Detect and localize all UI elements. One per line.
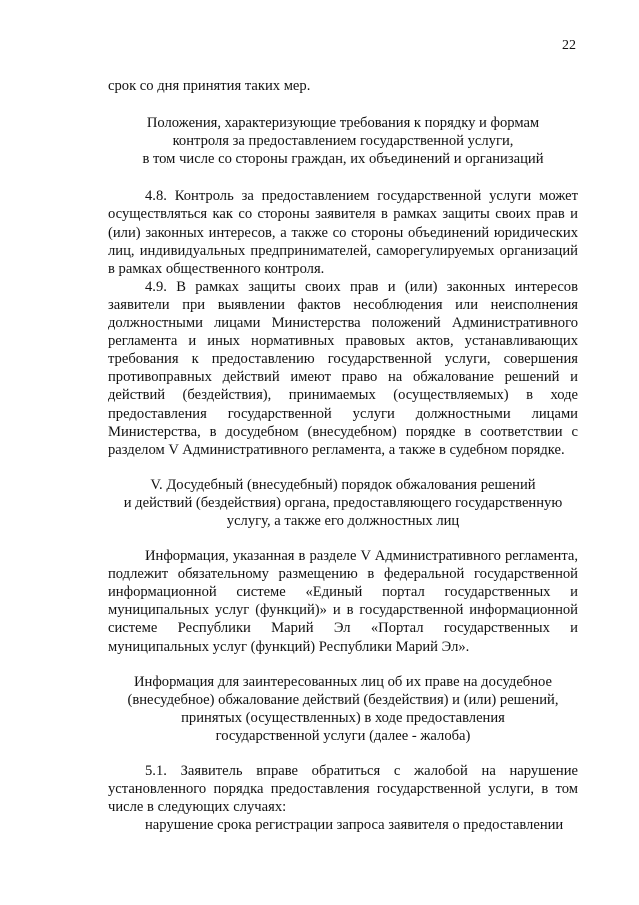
page-number: 22 bbox=[562, 38, 576, 53]
heading-line: (внесудебное) обжалование действий (бездействия) и (или) решений, bbox=[127, 691, 559, 708]
heading-line: Положения, характеризующие требования к порядку и формам bbox=[146, 115, 540, 132]
heading-line: V. Досудебный (внесудебный) порядок обжалования решений bbox=[150, 476, 536, 493]
heading-line: и действий (бездействия) органа, предоставляющего государственную bbox=[123, 494, 563, 511]
heading-line: услугу, а также его должностных лиц bbox=[226, 512, 460, 529]
section-v-heading bbox=[108, 476, 578, 530]
paragraph-5-1: 5.1. Заявитель вправе обратиться с жалобой на нарушение установленного порядка предоставления государственной услуги, в том числе в следующих случаях: bbox=[108, 763, 578, 816]
heading-line: контроля за предоставлением государственной услуги, bbox=[172, 133, 514, 150]
complaint-info-heading bbox=[108, 673, 578, 745]
heading-line: Информация для заинтересованных лиц об их праве на досудебное bbox=[134, 673, 552, 690]
paragraph-4-8: 4.8. Контроль за предоставлением государственной услуги может осуществляться как со стороны заявителя в рамках защиты своих прав и (или) законных интересов, а также со стороны объединений юридических лиц, индивидуальных предпринимателей, саморегулируемых организаций в рамках общественного контроля. bbox=[108, 188, 578, 277]
control-section-heading bbox=[108, 114, 578, 168]
list-item: нарушение срока регистрации запроса заявителя о предоставлении bbox=[145, 817, 564, 834]
paragraph-4-9: 4.9. В рамках защиты своих прав и (или) законных интересов заявители при выявлении фактов несоблюдения или неисполнения должностными лицами Министерства положений Административного регламента и иных нормативных правовых актов, устанавливающих требования к предоставлению государственной услуги, совершения противоправных действий имеют право на обжалование решений и действий (бездействия), принимаемых (осуществляемых) в ходе предоставления государственной услуги должностными лицами Министерства, в досудебном (внесудебном) порядке в соответствии с разделом V Административного регламента, а также в судебном порядке. bbox=[108, 278, 578, 458]
heading-line: государственной услуги (далее - жалоба) bbox=[215, 727, 471, 744]
document-body bbox=[108, 77, 578, 834]
continuation-text: срок со дня принятия таких мер. bbox=[108, 78, 311, 94]
heading-line: в том числе со стороны граждан, их объединений и организаций bbox=[142, 151, 544, 168]
heading-line: принятых (осуществленных) в ходе предоставления bbox=[181, 709, 505, 726]
paragraph-information-placement: Информация, указанная в разделе V Административного регламента, подлежит обязательному размещению в федеральной государственной информационной системе «Единый портал государственных и муниципальных услуг (функций)» и в государственной информационной системе Республики Марий Эл «Портал государственных и муниципальных услуг (функций) Республики Марий Эл». bbox=[108, 548, 578, 655]
